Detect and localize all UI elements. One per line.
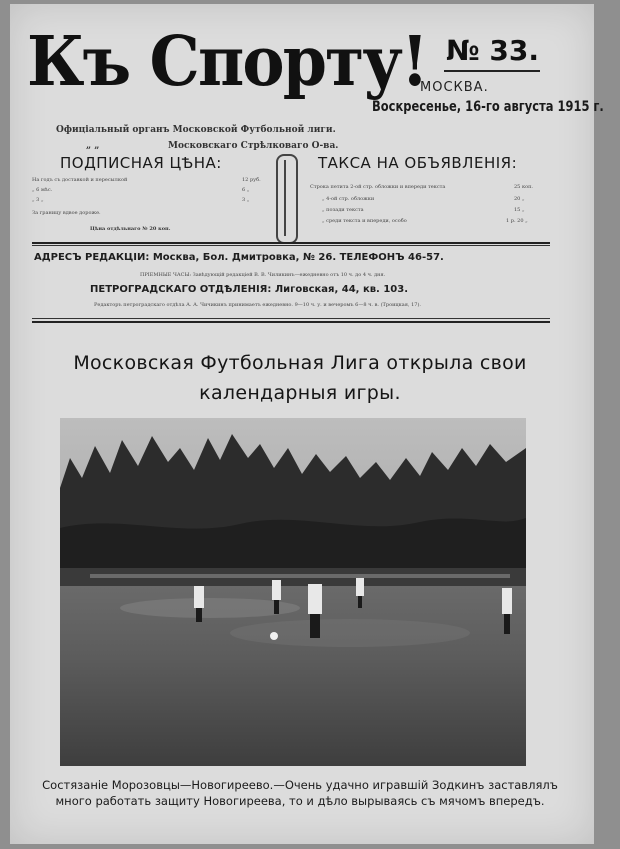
petrograd-address: ПЕТРОГРАДСКАГО ОТДѢЛЕНІЯ: Лиговская, 44, кв. 103. (90, 284, 409, 295)
header-rule (32, 245, 550, 246)
advertising-row-price: 15 „ (514, 207, 525, 213)
masthead-title: Къ Спорту! (27, 22, 427, 102)
subscription-row-label: „ 3 „ (32, 197, 44, 203)
organ-line-2: Московскаго Стрѣлковаго О-ва. (168, 141, 339, 151)
organ-line-2-prefix: „ „ (86, 141, 100, 151)
subscription-row-price: 12 руб. (242, 177, 261, 183)
advertising-row-label: „ позади текста (322, 207, 364, 213)
advertising-row-label: Строка петита 2-ой стр. обложки и впереди текста (310, 184, 446, 190)
ornament-divider (276, 154, 298, 244)
article-headline (50, 348, 550, 408)
petrograd-editor: Редакторъ петроградскаго отдѣла А. А. Чичикинъ принимаетъ ежедневно. 9—10 ч. у. и вечеромъ 6—8 ч. в. (Троицкая, 17). (94, 302, 421, 308)
issue-underline (444, 70, 540, 72)
football-match-photo (60, 418, 526, 766)
issue-date: Воскресенье, 16-го августа 1915 г. (372, 99, 604, 115)
subscription-row-price: 6 „ (242, 187, 250, 193)
subscription-row-label: На годъ съ доставкой и пересылкой (32, 177, 128, 183)
section-rule (32, 321, 550, 323)
advertising-row-label: „ среди текста и впереди, особо (322, 218, 407, 224)
caption-line-1: Состязаніе Морозовцы—Новогиреево.—Очень удачно игравшій Зодкинъ заставлялъ (42, 778, 558, 792)
advertising-row-price: 1 р. 20 „ (506, 218, 528, 224)
subscription-row-label: За границу вдвое дороже. (32, 210, 101, 216)
section-rule (32, 318, 550, 319)
advertising-heading: ТАКСА НА ОБЪЯВЛЕНІЯ: (318, 154, 518, 172)
photo-drawing (60, 418, 526, 766)
reception-hours: ПРІЕМНЫЕ ЧАСЫ: Завѣдующій редакціей В. В. Чиликинъ—ежедневно отъ 10 ч. до 4 ч. дня. (140, 272, 386, 278)
subscription-row-price: 3 „ (242, 197, 250, 203)
advertising-row-price: 20 „ (514, 196, 525, 202)
organ-line-1: Офиціальный органъ Московской Футбольной лиги. (56, 125, 336, 135)
advertising-row-label: „ 4-ой стр. обложки (322, 196, 375, 202)
headline-line-1: Московская Футбольная Лига открыла свои (73, 352, 527, 374)
photo-caption (40, 777, 560, 809)
subscription-row-label: „ 6 мѣс. (32, 187, 53, 193)
issue-number: № 33. (446, 34, 540, 67)
newspaper-page (10, 4, 604, 844)
header-rule (32, 242, 550, 244)
editorial-address: АДРЕСЪ РЕДАКЦІИ: Москва, Бол. Дмитровка, № 26. ТЕЛЕФОНЪ 46-57. (34, 252, 444, 263)
advertising-row-price: 25 коп. (514, 184, 534, 190)
single-copy-price: Цѣна отдѣльнаго № 20 коп. (90, 226, 171, 232)
city-label: МОСКВА. (420, 80, 489, 95)
subscription-heading: ПОДПИСНАЯ ЦѢНА: (60, 154, 222, 172)
caption-line-2: много работать защиту Новогиреева, то и дѣло вырываясь съ мячомъ впередъ. (55, 794, 545, 808)
headline-line-2: календарныя игры. (199, 382, 401, 404)
